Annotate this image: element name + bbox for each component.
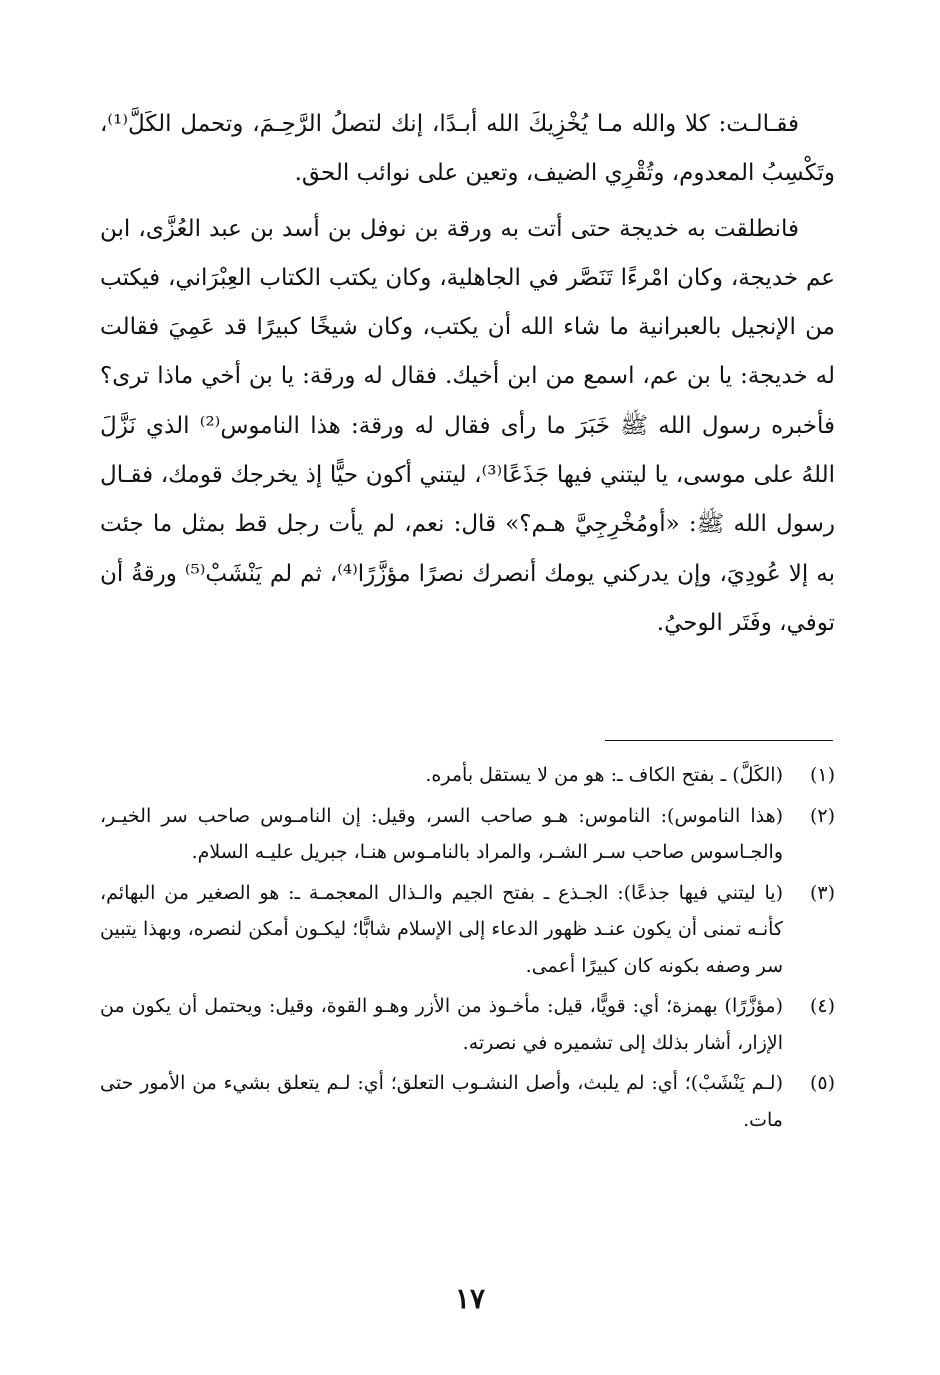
footnote-text: (مؤزَّرًا) بهمزة؛ أي: قويًّا، قيل: مأخـوذ من الأزر وهـو القوة، وقيل: ويحتمل أن يكون من الإزار، أشار بذلك إلى تشميره في نصرته. bbox=[100, 995, 783, 1054]
footnote-1 bbox=[100, 757, 835, 794]
footnote-number: (٥) bbox=[809, 1072, 835, 1094]
page-number: ١٧ bbox=[454, 1282, 486, 1315]
main-text bbox=[100, 100, 835, 648]
footnote-text: (يا ليتني فيها جذعًا): الجـذع ـ بفتح الجيم والـذال المعجمـة ـ: هو الصغير من البهائم، كأنـه تمنى أن يكون عنـد ظهور الدعاء إلى الإسلام شابًّا؛ ليكـون أمكن لنصره، وبهذا يتبين سر وصفه بكونه كان كبيرًا أعمى. bbox=[100, 881, 783, 977]
footnote-text: (الكَلَّ) ـ بفتح الكاف ـ: هو من لا يستقل بأمره. bbox=[425, 764, 783, 786]
footnote-number: (٢) bbox=[809, 804, 835, 827]
footnote-separator bbox=[605, 740, 833, 741]
footnote-number: (٤) bbox=[809, 995, 835, 1017]
footnote-4 bbox=[100, 988, 835, 1061]
footnote-number: (٣) bbox=[809, 881, 835, 904]
footnote-3 bbox=[100, 875, 835, 985]
footnote-5 bbox=[100, 1065, 835, 1138]
paragraph-1: فقـالـت: كلا والله مـا يُخْزِيكَ الله أبـدًا، إنك لتصلُ الرَّحِـمَ، وتحمل الكَلَّ⁽¹⁾، وتَكْسِبُ المعدوم، وتُقْرِي الضيف، وتعين على نوائب الحق. bbox=[100, 111, 835, 187]
footnote-number: (١) bbox=[809, 764, 835, 786]
footnote-text: (هذا الناموس): الناموس: هـو صاحب السر، وقيل: إن النامـوس صاحب سر الخيـر، والجـاسوس صاحب سـر الشـر، والمراد بالنامـوس هنـا، جبريل عليـه السلام. bbox=[100, 804, 783, 863]
footnote-2 bbox=[100, 798, 835, 871]
footnote-text: (لـم يَنْشَبْ)؛ أي: لم يلبث، وأصل النشـوب التعلق؛ أي: لـم يتعلق بشيء من الأمور حتى مات. bbox=[100, 1072, 783, 1131]
paragraph-2: فانطلقت به خديجة حتى أتت به ورقة بن نوفل بن أسد بن عبد العُزَّى، ابن عم خديجة، وكان امْرءًا تَنَصَّر في الجاهلية، وكان يكتب الكتاب العِبْرَاني، فيكتب من الإنجيل بالعبرانية ما شاء الله أن يكتب، وكان شيخًا كبيرًا قد عَمِيَ فقالت له خديجة: يا بن عم، اسمع من ابن أخيك. فقال له ورقة: يا بن أخي ماذا ترى؟ فأخبره رسول الله ﷺ خَبَرَ ما رأى فقال له ورقة: هذا الناموس⁽²⁾ الذي نَزَّلَ اللهُ على موسى، يا ليتني فيها جَذَعًا⁽³⁾، ليتني أكون حيًّا إذ يخرجك قومك، فقـال رسول الله ﷺ: «أومُخْرِجِيَّ هـم؟» قال: نعم، لم يأت رجل قط بمثل ما جئت به إلا عُودِيَ، وإن يدركني يومك أنصرك نصرًا مؤزَّرًا⁽⁴⁾، ثم لم يَنْشَبْ⁽⁵⁾ ورقةُ أن توفي، وفَتَر الوحيُ. bbox=[100, 215, 836, 636]
footnotes bbox=[100, 757, 835, 1138]
